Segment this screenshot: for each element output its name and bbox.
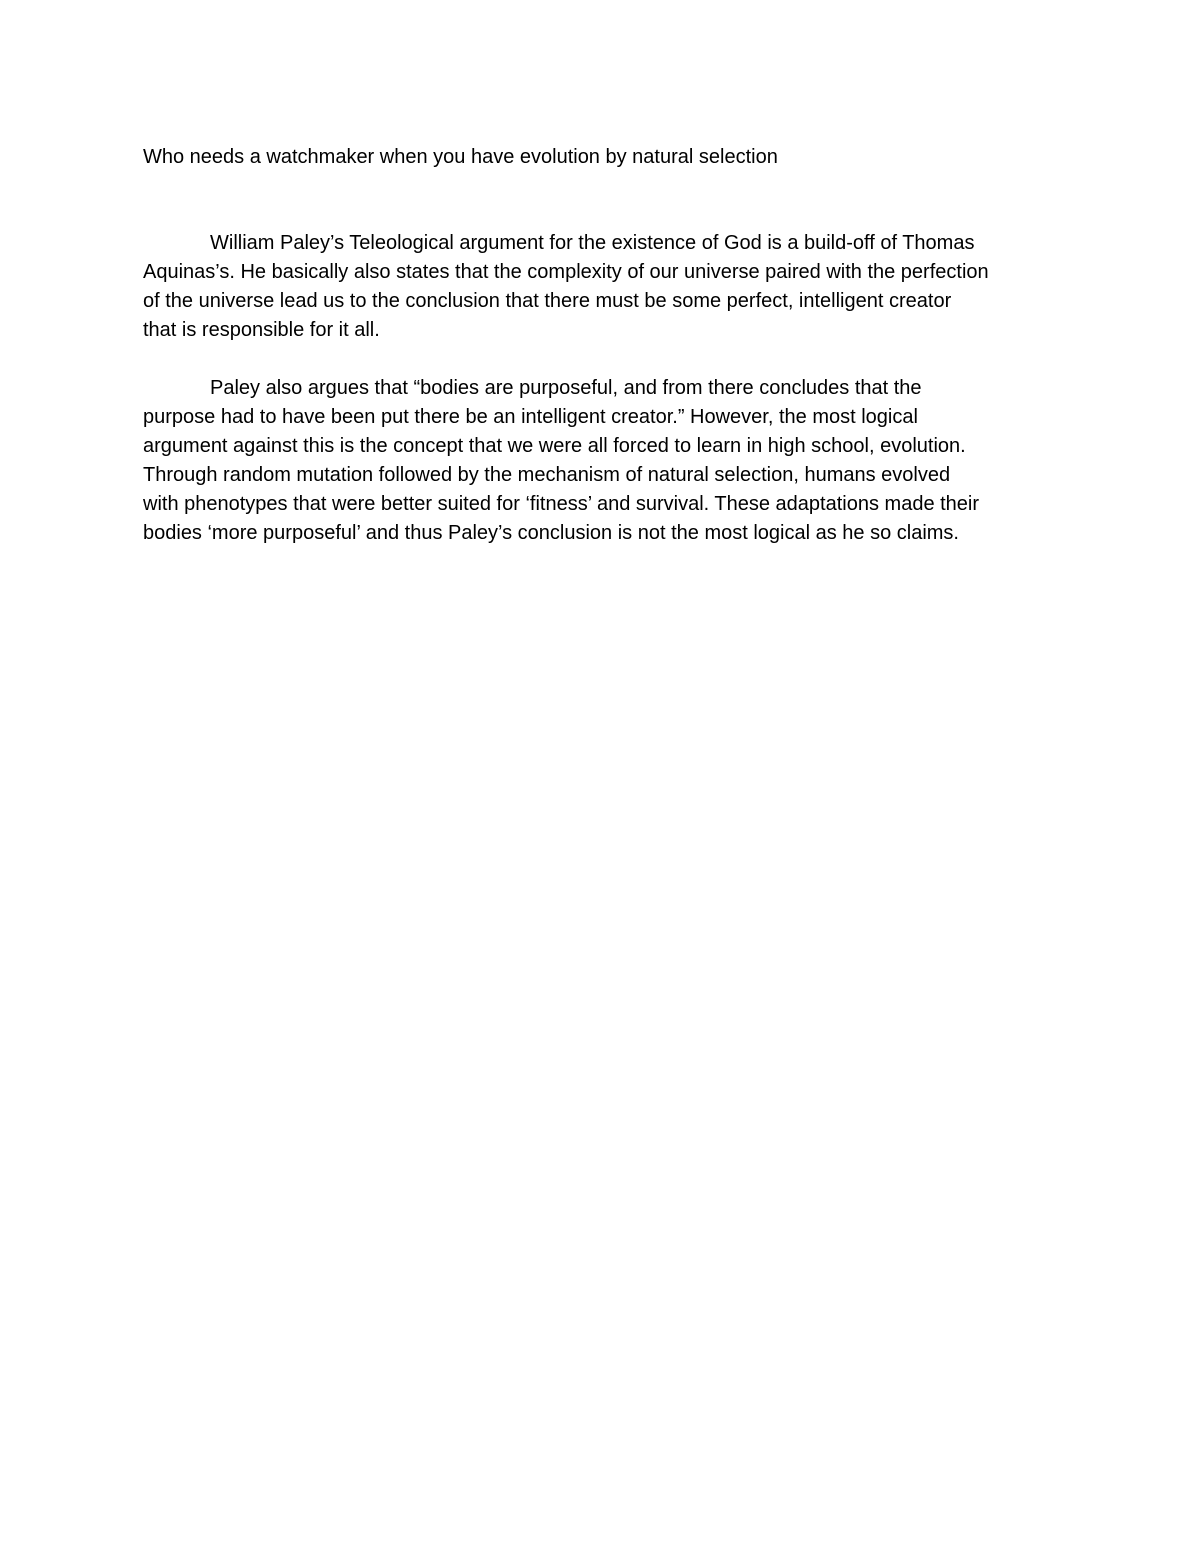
paragraph-line: Paley also argues that “bodies are purposeful, and from there concludes that the	[210, 377, 922, 399]
paragraph-line: bodies ‘more purposeful’ and thus Paley’s conclusion is not the most logical as he so claims.	[143, 522, 959, 544]
document-title: Who needs a watchmaker when you have evolution by natural selection	[143, 146, 778, 168]
paragraph-line: William Paley’s Teleological argument for the existence of God is a build-off of Thomas	[210, 232, 975, 254]
paragraph-line: Aquinas’s. He basically also states that the complexity of our universe paired with the perfection	[143, 261, 989, 283]
document-body	[143, 143, 1063, 548]
paragraph-1	[143, 229, 1063, 345]
paragraph-line: that is responsible for it all.	[143, 319, 380, 341]
paragraph-line: argument against this is the concept that we were all forced to learn in high school, evolution.	[143, 435, 966, 457]
paragraph-line: Through random mutation followed by the mechanism of natural selection, humans evolved	[143, 464, 951, 486]
paragraph-2	[143, 374, 1063, 548]
paragraph-line: of the universe lead us to the conclusion that there must be some perfect, intelligent creator	[143, 290, 952, 312]
paragraph-line: with phenotypes that were better suited for ‘fitness’ and survival. These adaptations made their	[143, 493, 980, 515]
paragraph-line: purpose had to have been put there be an intelligent creator.” However, the most logical	[143, 406, 918, 428]
